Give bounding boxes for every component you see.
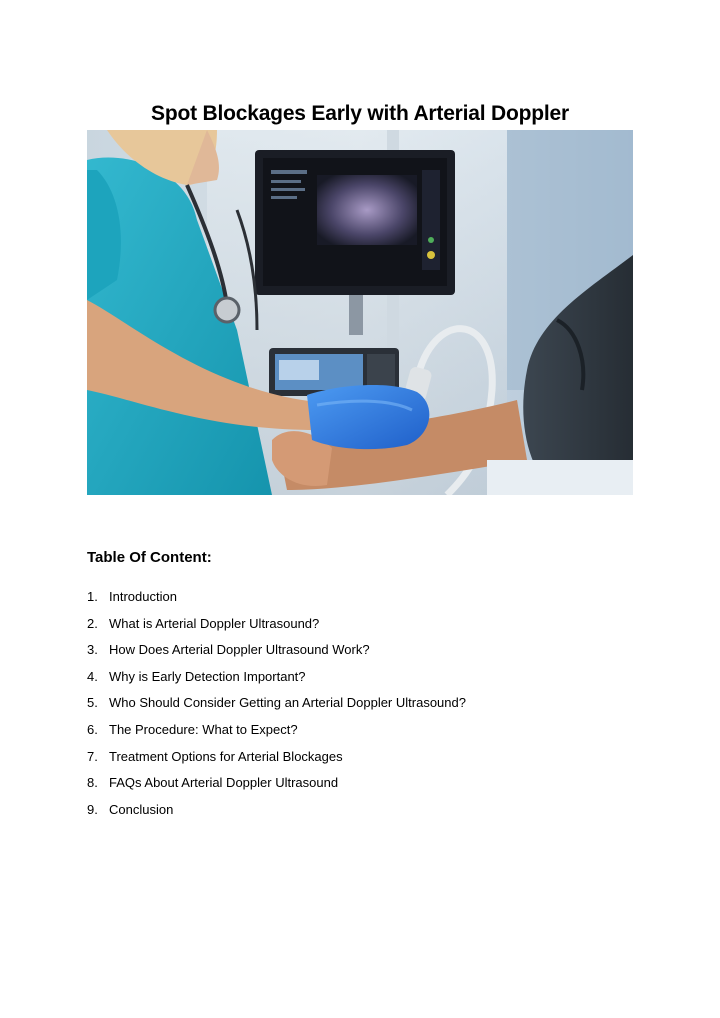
toc-heading: Table Of Content: xyxy=(87,549,212,566)
ultrasound-exam-illustration xyxy=(87,130,633,495)
hero-image xyxy=(87,130,633,495)
toc-item xyxy=(87,615,466,642)
toc-item-number: 9. xyxy=(87,801,98,817)
toc-item xyxy=(87,801,466,828)
toc-item-label: The Procedure: What to Expect? xyxy=(109,721,298,737)
toc-item-label: Treatment Options for Arterial Blockages xyxy=(109,748,343,764)
toc-item-number: 4. xyxy=(87,668,98,684)
toc-item-number: 7. xyxy=(87,748,98,764)
toc-item xyxy=(87,694,466,721)
toc-item-label: Introduction xyxy=(109,589,177,604)
toc-item xyxy=(87,774,466,801)
toc-item-label: FAQs About Arterial Doppler Ultrasound xyxy=(109,775,339,791)
toc-item-number: 2. xyxy=(87,615,98,631)
toc-item xyxy=(87,748,466,775)
toc-item-number: 5. xyxy=(87,695,98,711)
toc-item-number: 6. xyxy=(87,721,98,737)
page-title: Spot Blockages Early with Arterial Doppler xyxy=(151,102,569,126)
toc-item-number: 8. xyxy=(87,775,98,791)
toc-item-label: What is Arterial Doppler Ultrasound? xyxy=(109,615,320,631)
toc-item xyxy=(87,668,466,695)
toc-item xyxy=(87,721,466,748)
toc-item-number: 1. xyxy=(87,589,98,604)
toc-item xyxy=(87,641,466,668)
toc-item-label: How Does Arterial Doppler Ultrasound Work? xyxy=(109,642,370,658)
toc-item xyxy=(87,588,466,615)
table-of-contents xyxy=(87,588,466,827)
toc-item-label: Who Should Consider Getting an Arterial Doppler Ultrasound? xyxy=(109,695,466,711)
toc-item-label: Conclusion xyxy=(109,801,174,817)
toc-item-number: 3. xyxy=(87,642,98,658)
toc-item-label: Why is Early Detection Important? xyxy=(109,668,306,684)
